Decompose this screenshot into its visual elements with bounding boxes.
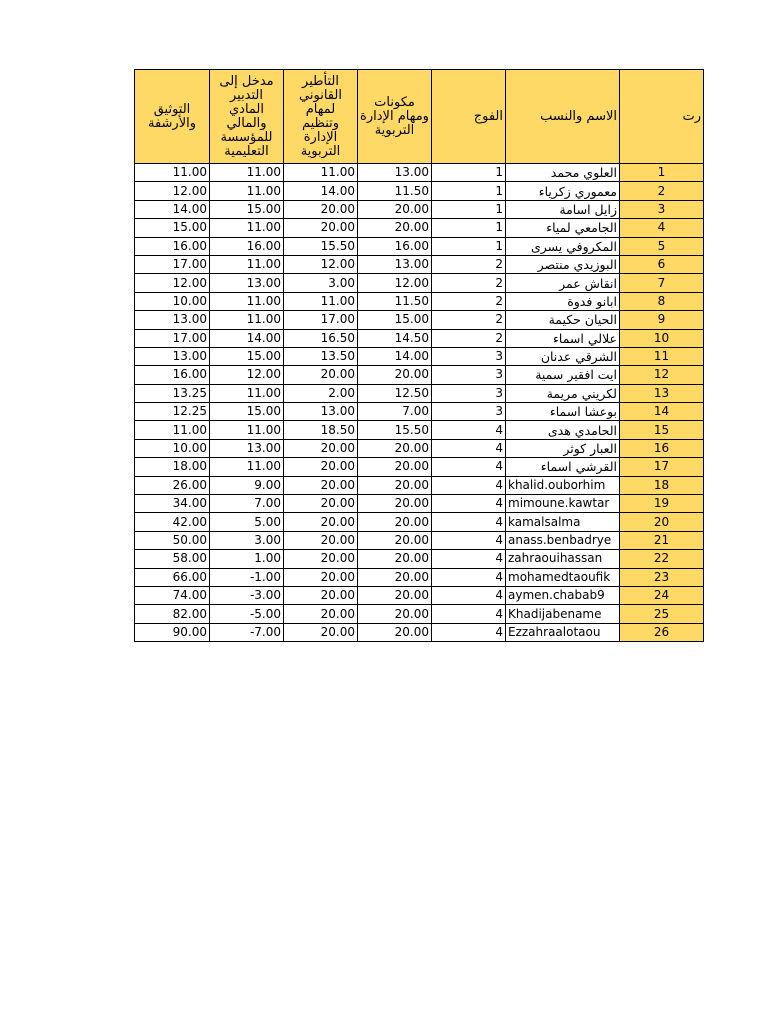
table-row xyxy=(135,513,704,531)
cell-financial-management[interactable]: 11.00 xyxy=(210,384,284,402)
header-group[interactable]: الفوج xyxy=(432,70,506,164)
cell-group[interactable]: 3 xyxy=(432,384,506,402)
table-row xyxy=(135,586,704,604)
table-row xyxy=(135,495,704,513)
cell-legal-framework[interactable]: 13.00 xyxy=(284,403,358,421)
cell-name[interactable]: العبار كوثر xyxy=(506,439,620,457)
cell-admin-components[interactable]: 20.00 xyxy=(358,605,432,623)
cell-documentation[interactable]: 14.00 xyxy=(135,200,210,218)
cell-rank[interactable]: 25 xyxy=(620,605,704,623)
table-row xyxy=(135,439,704,457)
cell-financial-management[interactable]: 5.00 xyxy=(210,513,284,531)
header-admin-components[interactable]: مكونات ومهام الإدارة التربوية xyxy=(358,70,432,164)
cell-legal-framework[interactable]: 20.00 xyxy=(284,605,358,623)
cell-name[interactable]: انقاش عمر xyxy=(506,274,620,292)
header-name[interactable]: الاسم والنسب xyxy=(506,70,620,164)
cell-group[interactable]: 1 xyxy=(432,200,506,218)
grades-table xyxy=(134,69,704,642)
cell-documentation[interactable]: 12.00 xyxy=(135,182,210,200)
cell-rank[interactable]: 23 xyxy=(620,568,704,586)
cell-legal-framework[interactable]: 3.00 xyxy=(284,274,358,292)
cell-rank[interactable]: 13 xyxy=(620,384,704,402)
cell-documentation[interactable]: 16.00 xyxy=(135,366,210,384)
cell-group[interactable]: 4 xyxy=(432,586,506,604)
cell-group[interactable]: 1 xyxy=(432,182,506,200)
cell-name[interactable]: علالي اسماء xyxy=(506,329,620,347)
cell-documentation[interactable]: 15.00 xyxy=(135,219,210,237)
table-body xyxy=(135,164,704,642)
cell-admin-components[interactable]: 20.00 xyxy=(358,219,432,237)
cell-group[interactable]: 3 xyxy=(432,347,506,365)
cell-documentation[interactable]: 10.00 xyxy=(135,439,210,457)
cell-name[interactable]: بوعشا اسماء xyxy=(506,403,620,421)
cell-financial-management[interactable]: -5.00 xyxy=(210,605,284,623)
cell-documentation[interactable]: 58.00 xyxy=(135,550,210,568)
cell-rank[interactable]: 16 xyxy=(620,439,704,457)
cell-legal-framework[interactable]: 20.00 xyxy=(284,219,358,237)
cell-documentation[interactable]: 17.00 xyxy=(135,329,210,347)
cell-group[interactable]: 4 xyxy=(432,458,506,476)
cell-financial-management[interactable]: 11.00 xyxy=(210,164,284,182)
table-row xyxy=(135,200,704,218)
cell-group[interactable]: 4 xyxy=(432,568,506,586)
cell-documentation[interactable]: 66.00 xyxy=(135,568,210,586)
table-row xyxy=(135,476,704,494)
header-financial-management[interactable]: مدخل إلى التدبير المادي والمالي للمؤسسة التعليمية xyxy=(210,70,284,164)
header-rank[interactable]: رت xyxy=(620,70,704,164)
table-row xyxy=(135,568,704,586)
table-row xyxy=(135,311,704,329)
header-legal-framework[interactable]: التأطير القانوني لمهام وتنظيم الإدارة التربوية xyxy=(284,70,358,164)
cell-group[interactable]: 2 xyxy=(432,274,506,292)
cell-name[interactable]: معموري زكرياء xyxy=(506,182,620,200)
cell-group[interactable]: 4 xyxy=(432,421,506,439)
cell-rank[interactable]: 19 xyxy=(620,495,704,513)
cell-financial-management[interactable]: -3.00 xyxy=(210,586,284,604)
cell-rank[interactable]: 11 xyxy=(620,347,704,365)
cell-documentation[interactable]: 12.25 xyxy=(135,403,210,421)
cell-admin-components[interactable]: 14.00 xyxy=(358,347,432,365)
table-row xyxy=(135,255,704,273)
cell-legal-framework[interactable]: 2.00 xyxy=(284,384,358,402)
cell-legal-framework[interactable]: 11.00 xyxy=(284,164,358,182)
cell-rank[interactable]: 8 xyxy=(620,292,704,310)
cell-admin-components[interactable]: 20.00 xyxy=(358,513,432,531)
cell-name[interactable]: الحامدي هدى xyxy=(506,421,620,439)
cell-admin-components[interactable]: 15.50 xyxy=(358,421,432,439)
cell-legal-framework[interactable]: 16.50 xyxy=(284,329,358,347)
cell-financial-management[interactable]: 1.00 xyxy=(210,550,284,568)
table-row xyxy=(135,237,704,255)
cell-group[interactable]: 2 xyxy=(432,292,506,310)
table-row xyxy=(135,458,704,476)
cell-name[interactable]: aymen.chabab9 xyxy=(506,586,620,604)
cell-group[interactable]: 2 xyxy=(432,255,506,273)
table-row xyxy=(135,219,704,237)
cell-legal-framework[interactable]: 20.00 xyxy=(284,476,358,494)
cell-financial-management[interactable]: 9.00 xyxy=(210,476,284,494)
cell-group[interactable]: 4 xyxy=(432,476,506,494)
table-row xyxy=(135,605,704,623)
cell-legal-framework[interactable]: 11.00 xyxy=(284,292,358,310)
cell-documentation[interactable]: 50.00 xyxy=(135,531,210,549)
cell-documentation[interactable]: 17.00 xyxy=(135,255,210,273)
cell-documentation[interactable]: 12.00 xyxy=(135,274,210,292)
cell-rank[interactable]: 9 xyxy=(620,311,704,329)
cell-financial-management[interactable]: 11.00 xyxy=(210,292,284,310)
cell-rank[interactable]: 3 xyxy=(620,200,704,218)
cell-admin-components[interactable]: 20.00 xyxy=(358,568,432,586)
cell-financial-management[interactable]: 11.00 xyxy=(210,311,284,329)
cell-group[interactable]: 4 xyxy=(432,495,506,513)
cell-admin-components[interactable]: 20.00 xyxy=(358,623,432,641)
cell-financial-management[interactable]: 14.00 xyxy=(210,329,284,347)
table-row xyxy=(135,384,704,402)
cell-documentation[interactable]: 13.00 xyxy=(135,347,210,365)
cell-documentation[interactable]: 42.00 xyxy=(135,513,210,531)
cell-legal-framework[interactable]: 20.00 xyxy=(284,513,358,531)
cell-documentation[interactable]: 34.00 xyxy=(135,495,210,513)
cell-rank[interactable]: 15 xyxy=(620,421,704,439)
table-row xyxy=(135,623,704,641)
cell-name[interactable]: زايل اسامة xyxy=(506,200,620,218)
cell-legal-framework[interactable]: 20.00 xyxy=(284,550,358,568)
cell-name[interactable]: لكريني مريمة xyxy=(506,384,620,402)
cell-name[interactable]: ابانو فدوة xyxy=(506,292,620,310)
cell-admin-components[interactable]: 20.00 xyxy=(358,586,432,604)
cell-admin-components[interactable]: 11.50 xyxy=(358,292,432,310)
table-row xyxy=(135,550,704,568)
cell-admin-components[interactable]: 20.00 xyxy=(358,531,432,549)
cell-group[interactable]: 4 xyxy=(432,513,506,531)
cell-name[interactable]: kamalsalma xyxy=(506,513,620,531)
cell-rank[interactable]: 4 xyxy=(620,219,704,237)
grades-sheet xyxy=(134,69,704,642)
cell-legal-framework[interactable]: 20.00 xyxy=(284,568,358,586)
cell-rank[interactable]: 2 xyxy=(620,182,704,200)
cell-rank[interactable]: 1 xyxy=(620,164,704,182)
cell-documentation[interactable]: 90.00 xyxy=(135,623,210,641)
cell-name[interactable]: Khadijabename xyxy=(506,605,620,623)
table-row xyxy=(135,164,704,182)
table-row xyxy=(135,292,704,310)
cell-admin-components[interactable]: 11.50 xyxy=(358,182,432,200)
header-documentation[interactable]: التوثيق والأرشفة xyxy=(135,70,210,164)
cell-financial-management[interactable]: 12.00 xyxy=(210,366,284,384)
cell-rank[interactable]: 18 xyxy=(620,476,704,494)
cell-group[interactable]: 1 xyxy=(432,164,506,182)
cell-financial-management[interactable]: 13.00 xyxy=(210,439,284,457)
cell-group[interactable]: 3 xyxy=(432,403,506,421)
cell-admin-components[interactable]: 20.00 xyxy=(358,439,432,457)
cell-rank[interactable]: 6 xyxy=(620,255,704,273)
cell-legal-framework[interactable]: 20.00 xyxy=(284,200,358,218)
cell-name[interactable]: ايت افقير سمية xyxy=(506,366,620,384)
cell-financial-management[interactable]: 7.00 xyxy=(210,495,284,513)
cell-legal-framework[interactable]: 20.00 xyxy=(284,531,358,549)
cell-legal-framework[interactable]: 14.00 xyxy=(284,182,358,200)
cell-documentation[interactable]: 13.00 xyxy=(135,311,210,329)
cell-name[interactable]: Ezzahraalotaou xyxy=(506,623,620,641)
cell-legal-framework[interactable]: 17.00 xyxy=(284,311,358,329)
cell-name[interactable]: zahraouihassan xyxy=(506,550,620,568)
cell-documentation[interactable]: 18.00 xyxy=(135,458,210,476)
cell-admin-components[interactable]: 20.00 xyxy=(358,458,432,476)
table-row xyxy=(135,366,704,384)
header-row xyxy=(135,70,704,164)
cell-financial-management[interactable]: 11.00 xyxy=(210,458,284,476)
cell-admin-components[interactable]: 14.50 xyxy=(358,329,432,347)
cell-admin-components[interactable]: 7.00 xyxy=(358,403,432,421)
cell-name[interactable]: الشرقي عدنان xyxy=(506,347,620,365)
cell-admin-components[interactable]: 12.00 xyxy=(358,274,432,292)
cell-name[interactable]: mimoune.kawtar xyxy=(506,495,620,513)
cell-financial-management[interactable]: 11.00 xyxy=(210,421,284,439)
cell-name[interactable]: الجامعي لمياء xyxy=(506,219,620,237)
table-row xyxy=(135,531,704,549)
cell-documentation[interactable]: 16.00 xyxy=(135,237,210,255)
cell-group[interactable]: 2 xyxy=(432,329,506,347)
cell-financial-management[interactable]: 16.00 xyxy=(210,237,284,255)
cell-admin-components[interactable]: 15.00 xyxy=(358,311,432,329)
cell-group[interactable]: 4 xyxy=(432,623,506,641)
table-row xyxy=(135,329,704,347)
cell-name[interactable]: الحيان حكيمة xyxy=(506,311,620,329)
cell-name[interactable]: البوزيدي منتصر xyxy=(506,255,620,273)
cell-admin-components[interactable]: 20.00 xyxy=(358,550,432,568)
cell-group[interactable]: 2 xyxy=(432,311,506,329)
cell-group[interactable]: 4 xyxy=(432,605,506,623)
cell-admin-components[interactable]: 20.00 xyxy=(358,200,432,218)
cell-documentation[interactable]: 11.00 xyxy=(135,164,210,182)
table-row xyxy=(135,347,704,365)
table-row xyxy=(135,182,704,200)
cell-name[interactable]: anass.benbadrye xyxy=(506,531,620,549)
cell-name[interactable]: القرشي اسماء xyxy=(506,458,620,476)
cell-admin-components[interactable]: 12.50 xyxy=(358,384,432,402)
cell-group[interactable]: 4 xyxy=(432,550,506,568)
cell-group[interactable]: 1 xyxy=(432,237,506,255)
cell-rank[interactable]: 7 xyxy=(620,274,704,292)
cell-legal-framework[interactable]: 20.00 xyxy=(284,439,358,457)
cell-legal-framework[interactable]: 20.00 xyxy=(284,495,358,513)
cell-group[interactable]: 1 xyxy=(432,219,506,237)
cell-financial-management[interactable]: 11.00 xyxy=(210,255,284,273)
cell-legal-framework[interactable]: 20.00 xyxy=(284,366,358,384)
cell-group[interactable]: 4 xyxy=(432,531,506,549)
cell-financial-management[interactable]: 11.00 xyxy=(210,219,284,237)
cell-rank[interactable]: 24 xyxy=(620,586,704,604)
cell-name[interactable]: mohamedtaoufik xyxy=(506,568,620,586)
cell-financial-management[interactable]: -7.00 xyxy=(210,623,284,641)
cell-name[interactable]: khalid.ouborhim xyxy=(506,476,620,494)
cell-admin-components[interactable]: 20.00 xyxy=(358,476,432,494)
cell-rank[interactable]: 5 xyxy=(620,237,704,255)
cell-rank[interactable]: 22 xyxy=(620,550,704,568)
cell-legal-framework[interactable]: 20.00 xyxy=(284,458,358,476)
cell-financial-management[interactable]: 15.00 xyxy=(210,200,284,218)
cell-admin-components[interactable]: 20.00 xyxy=(358,495,432,513)
cell-rank[interactable]: 21 xyxy=(620,531,704,549)
cell-legal-framework[interactable]: 13.50 xyxy=(284,347,358,365)
cell-name[interactable]: العلوي محمد xyxy=(506,164,620,182)
table-row xyxy=(135,403,704,421)
cell-financial-management[interactable]: 11.00 xyxy=(210,182,284,200)
cell-admin-components[interactable]: 20.00 xyxy=(358,366,432,384)
cell-rank[interactable]: 10 xyxy=(620,329,704,347)
cell-legal-framework[interactable]: 18.50 xyxy=(284,421,358,439)
cell-legal-framework[interactable]: 12.00 xyxy=(284,255,358,273)
cell-rank[interactable]: 26 xyxy=(620,623,704,641)
cell-admin-components[interactable]: 16.00 xyxy=(358,237,432,255)
cell-financial-management[interactable]: 3.00 xyxy=(210,531,284,549)
cell-financial-management[interactable]: 13.00 xyxy=(210,274,284,292)
cell-name[interactable]: المكروفي يسرى xyxy=(506,237,620,255)
cell-rank[interactable]: 12 xyxy=(620,366,704,384)
cell-documentation[interactable]: 10.00 xyxy=(135,292,210,310)
cell-documentation[interactable]: 11.00 xyxy=(135,421,210,439)
cell-documentation[interactable]: 74.00 xyxy=(135,586,210,604)
cell-financial-management[interactable]: 15.00 xyxy=(210,347,284,365)
cell-legal-framework[interactable]: 20.00 xyxy=(284,623,358,641)
cell-rank[interactable]: 17 xyxy=(620,458,704,476)
cell-legal-framework[interactable]: 15.50 xyxy=(284,237,358,255)
table-row xyxy=(135,421,704,439)
table-row xyxy=(135,274,704,292)
cell-financial-management[interactable]: -1.00 xyxy=(210,568,284,586)
cell-group[interactable]: 4 xyxy=(432,439,506,457)
cell-financial-management[interactable]: 15.00 xyxy=(210,403,284,421)
cell-group[interactable]: 3 xyxy=(432,366,506,384)
cell-rank[interactable]: 14 xyxy=(620,403,704,421)
cell-rank[interactable]: 20 xyxy=(620,513,704,531)
cell-admin-components[interactable]: 13.00 xyxy=(358,255,432,273)
cell-documentation[interactable]: 26.00 xyxy=(135,476,210,494)
cell-documentation[interactable]: 82.00 xyxy=(135,605,210,623)
cell-admin-components[interactable]: 13.00 xyxy=(358,164,432,182)
cell-documentation[interactable]: 13.25 xyxy=(135,384,210,402)
cell-legal-framework[interactable]: 20.00 xyxy=(284,586,358,604)
